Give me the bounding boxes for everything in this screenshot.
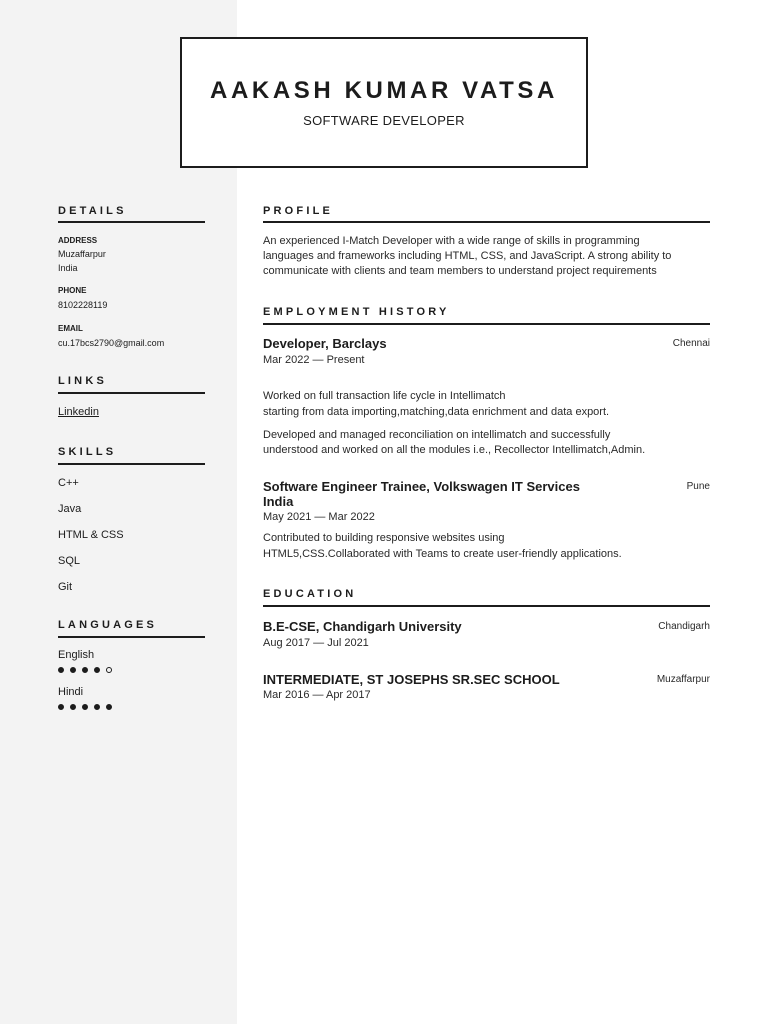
language-level-dots [58,704,112,710]
language-level-dots [58,667,112,673]
job-title-continued: India [263,494,294,509]
education-title: INTERMEDIATE, ST JOSEPHS SR.SEC SCHOOL [263,672,560,687]
level-dot-filled [94,667,100,673]
job-description-line: Contributed to building responsive websites using [263,532,505,544]
language-name: English [58,649,95,661]
education-divider [263,605,710,607]
address-city: Muzaffarpur [58,249,106,259]
job-description-line: Worked on full transaction life cycle in Intellimatch [263,390,506,402]
name-header-box [180,37,588,168]
address-country: India [58,263,78,273]
skill-item: HTML & CSS [58,529,124,541]
job-dates: May 2021 — Mar 2022 [263,511,375,523]
phone-value: 8102228119 [58,300,108,310]
level-dot-empty [106,667,112,673]
skill-item: SQL [58,555,81,567]
level-dot-filled [70,667,76,673]
links-divider [58,392,205,394]
job-description-line: understood and worked on all the modules i.e., Recollector Intellimatch,Admin. [263,444,646,456]
candidate-role: SOFTWARE DEVELOPER [303,113,465,128]
job-description-line: Developed and managed reconciliation on intellimatch and successfully [263,429,611,441]
skills-heading: SKILLS [58,446,117,458]
phone-label: PHONE [58,286,87,295]
languages-divider [58,636,205,638]
language-name: Hindi [58,686,84,698]
education-city: Chandigarh [658,621,710,632]
job-city: Chennai [672,338,710,349]
job-title: Developer, Barclays [263,336,387,351]
education-heading: EDUCATION [263,588,357,600]
level-dot-filled [70,704,76,710]
languages-heading: LANGUAGES [58,619,158,631]
links-heading: LINKS [58,375,107,387]
profile-heading: PROFILE [263,205,334,217]
level-dot-filled [58,667,64,673]
profile-divider [263,221,710,223]
level-dot-filled [58,704,64,710]
education-city: Muzaffarpur [656,674,710,685]
skill-item: Java [58,503,82,515]
level-dot-filled [106,704,112,710]
job-description-line: starting from data importing,matching,data enrichment and data export. [263,406,610,418]
education-title: B.E-CSE, Chandigarh University [263,619,462,634]
level-dot-filled [82,704,88,710]
job-title: Software Engineer Trainee, Volkswagen IT Services [263,479,580,494]
skill-item: C++ [58,477,79,489]
details-divider [58,221,205,223]
education-dates: Aug 2017 — Jul 2021 [263,637,369,649]
details-heading: DETAILS [58,205,127,217]
education-dates: Mar 2016 — Apr 2017 [263,689,371,701]
profile-line: languages and frameworks including HTML, CSS, and JavaScript. A strong ability to [263,250,672,262]
linkedin-link[interactable]: Linkedin [58,406,99,418]
skills-divider [58,463,205,465]
level-dot-filled [94,704,100,710]
employment-heading: EMPLOYMENT HISTORY [263,306,450,318]
skill-item: Git [58,581,73,593]
email-label: EMAIL [58,324,83,333]
email-value: cu.17bcs2790@gmail.com [58,338,165,348]
employment-divider [263,323,710,325]
job-city: Pune [686,481,710,492]
profile-line: communicate with clients and team members to understand project requirements [263,265,657,277]
address-label: ADDRESS [58,236,98,245]
level-dot-filled [82,667,88,673]
candidate-name: AAKASH KUMAR VATSA [210,77,558,104]
job-dates: Mar 2022 — Present [263,354,365,366]
job-description-line: HTML5,CSS.Collaborated with Teams to create user-friendly applications. [263,548,622,560]
profile-line: An experienced I-Match Developer with a wide range of skills in programming [263,235,640,247]
